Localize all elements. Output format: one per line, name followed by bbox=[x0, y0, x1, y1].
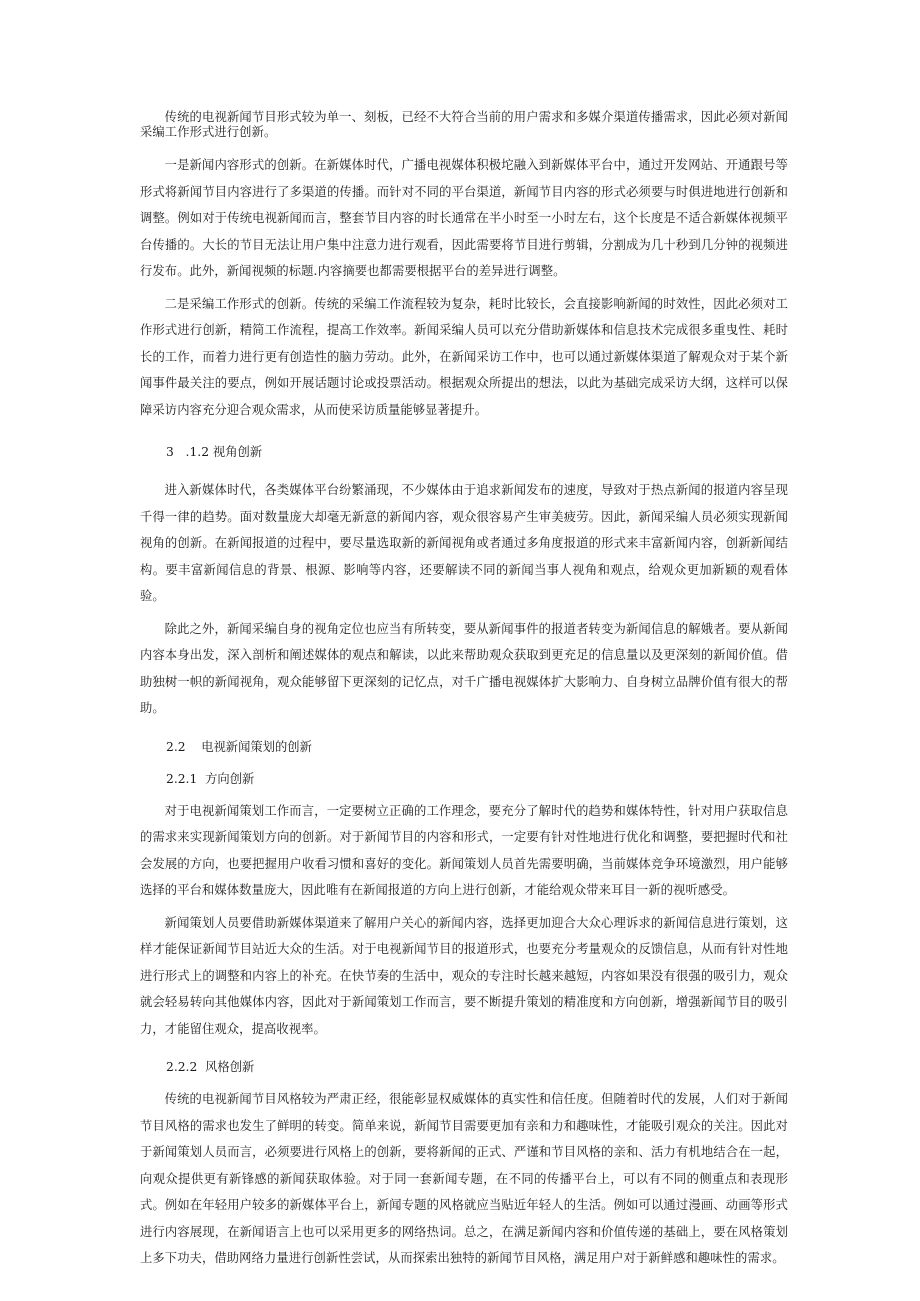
document-page bbox=[140, 110, 788, 1272]
perspective-paragraph: 进入新媒体时代，各类媒体平台纷繁涌现，不少媒体由于追求新闻发布的速度，导致对于热点新闻的报道内容呈现千得一律的趋势。面对数量庞大却毫无新意的新闻内容，观众很容易产生审美疲劳。因此，新闻采编人员必须实现新闻视角的创新。在新闻报道的过程中，要尽量选取新的新闻视角或者通过多角度报道的形式来丰富新闻内容，创新新闻结构。要丰富新闻信息的背景、根源、影响等内容，还要解读不同的新闻当事人视角和观点，给观众更加新颖的观看体验。 bbox=[140, 483, 788, 603]
section-heading-2-2: 2.2 电视新闻策划的创新 bbox=[166, 739, 312, 754]
section-heading-2-2-2: 2.2.2 风格创新 bbox=[166, 1060, 255, 1074]
section-heading-3-1-2: 3 .1.2 视角创新 bbox=[166, 445, 263, 459]
intro-paragraph: 传统的电视新闻节目形式较为单一、刻板，已经不大符合当前的用户需求和多媒介渠道传播需求，因此必须对新闻采编工作形式进行创新。 bbox=[140, 110, 788, 139]
direction-paragraph-2: 新闻策划人员要借助新媒体渠道来了解用户关心的新闻内容，选择更加迎合大众心理诉求的新闻信息进行策划，这样才能保证新闻节目站近大众的生活。对于电视新闻节目的报道形式，也要充分考量观众的反馈信息，从而有针对性地进行形式上的调整和内容上的补充。在快节奏的生活中，观众的专注时长越来越短，内容如果没有很强的吸引力，观众就会轻易转向其他媒体内容，因此对于新闻策划工作而言，要不断提升策划的精准度和方向创新，增强新闻节目的吸引力，才能留住观众，提高收视率。 bbox=[140, 915, 788, 1036]
section-heading-2-2-1: 2.2.1 方向创新 bbox=[166, 771, 255, 786]
direction-paragraph-1: 对于电视新闻策划工作而言，一定要树立正确的工作理念，要充分了解时代的趋势和媒体特性，针对用户获取信息的需求来实现新闻策划方向的创新。对于新闻节目的内容和形式，一定要有针对性地进行优化和调整，要把握时代和社会发展的方向，也要把握用户收看习惯和喜好的变化。新闻策划人员首先需要明确，当前媒体竞争环境激烈，用户能够选择的平台和媒体数量庞大，因此唯有在新闻报道的方向上进行创新，才能给观众带来耳目一新的视听感受。 bbox=[140, 803, 788, 897]
positioning-paragraph: 除此之外，新闻采编自身的视角定位也应当有所转变，要从新闻事件的报道者转变为新闻信息的解娥者。要从新闻内容本身出发，深入剖析和阐述媒体的观点和解读，以此来帮助观众获取到更充足的信息量以及更深刻的新闻价值。借助独树一帜的新闻视角，观众能够留下更深刻的记忆点，对千广播电视媒体扩大影响力、自身树立品牌价值有很大的帮助。 bbox=[140, 621, 788, 715]
content-form-paragraph: 一是新闻内容形式的创新。在新媒体时代，广播电视媒体积极坨融入到新媒体平台中，通过开发网站、开通跟号等形式将新闻节目内容进行了多渠道的传播。而针对不同的平台渠道，新闻节目内容的形式必须要与时俱进地进行创新和调整。例如对于传统电视新闻而言，整套节目内容的时长通常在半小时至一小时左右，这个长度是不适合新媒体视频平台传播的。大长的节目无法让用户集中注意力进行观看，因此需要将节目进行剪辑，分割成为几十秒到几分钟的视频进行发布。此外，新闻视频的标题.内容摘要也都需要根据平台的差异进行调整。 bbox=[140, 158, 788, 278]
style-paragraph: 传统的电视新闻节目风格较为严肃正经，很能彰显权威媒体的真实性和信任度。但随着时代的发展，人们对于新闻节目风格的需求也发生了鲜明的转变。简单来说，新闻节目需要更加有亲和力和趣味性，才能吸引观众的关注。因此对于新闻策划人员而言，必须要进行风格上的创新，要将新闻的正式、严谨和节目风格的亲和、活力有机地结合在一起，向观众提供更有新锋感的新闻获取体验。对于同一套新闻专题，在不同的传播平台上，可以有不同的侧重点和表现形式。例如在年轻用户较多的新媒体平台上，新闻专题的风格就应当贴近年轻人的生活。例如可以通过漫画、动画等形式进行内容展现，在新闻语言上也可以采用更多的网络热词。总之，在满足新闻内容和价值传递的基础上，要在风格策划上多下功夫，借助网络力量进行创新性尝试，从而探索出独特的新闻节目风格，满足用户对于新鲜感和趣味性的需求。 bbox=[140, 1092, 788, 1265]
workflow-form-paragraph: 二是采编工作形式的创新。传统的采编工作流程较为复杂，耗时比较长，会直接影响新闻的时效性，因此必须对工作形式进行创新，精简工作流程，提高工作效率。新闻采编人员可以充分借助新媒体和信息技术完成很多重曳性、耗时长的工作，而着力进行更有创造性的脑力劳动。此外，在新闻采访工作中，也可以通过新媒体渠道了解观众对于某个新闻事件最关注的要点，例如开展话题讨论或投票活动。根据观众所提出的想法，以此为基础完成采访大纲，这样可以保障采访内容充分迎合观众需求，从而使采访质量能够显著提升。 bbox=[140, 296, 788, 417]
